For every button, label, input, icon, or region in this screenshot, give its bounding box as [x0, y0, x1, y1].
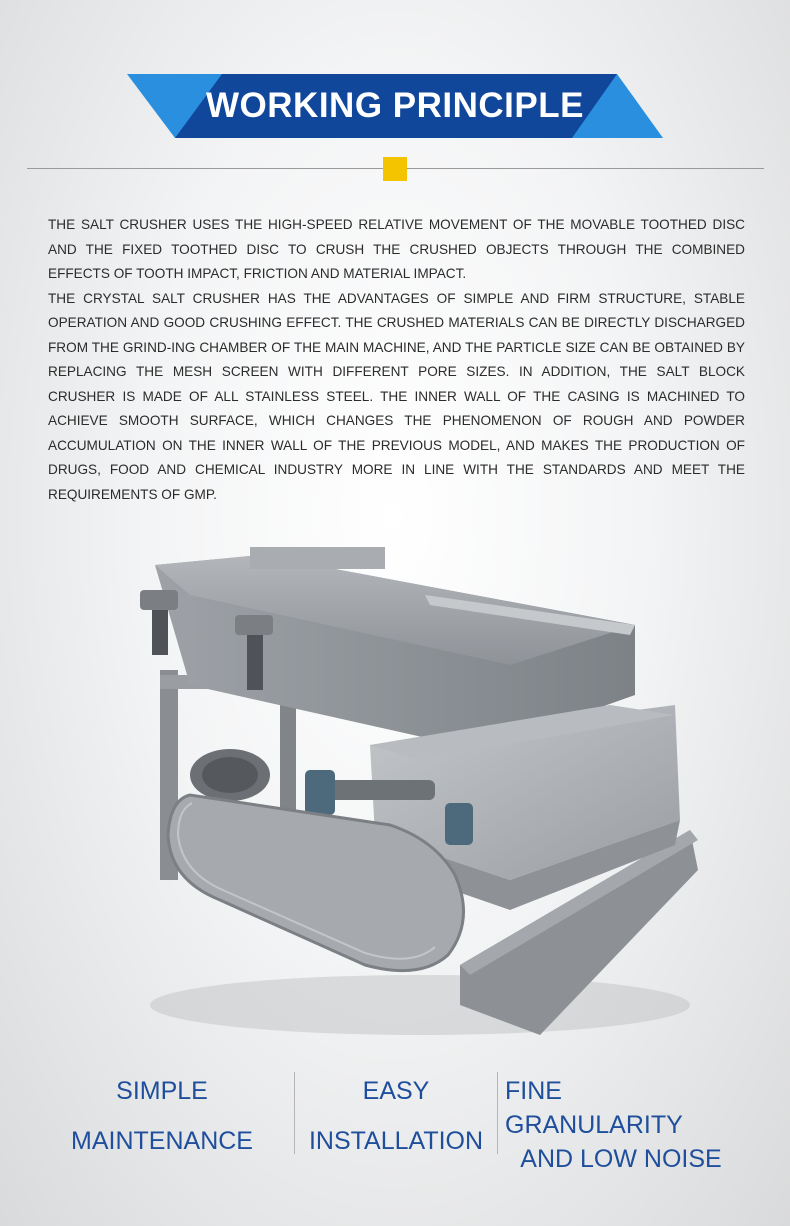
- product-image: [130, 535, 700, 1045]
- feature-item-installation: [300, 1074, 492, 1158]
- feature-item-maintenance: [62, 1074, 262, 1158]
- feature-divider: [294, 1072, 295, 1154]
- feature-line: AND LOW NOISE: [520, 1145, 722, 1173]
- description-paragraph-1: THE SALT CRUSHER USES THE HIGH-SPEED RELATIVE MOVEMENT OF THE MOVABLE TOOTHED DISC AND THE FIXED TOOTHED DISC TO CRUSH THE CRUSHED OBJECTS THROUGH THE COMBINED EFFECTS OF TOOTH IMPACT, FRICTION AND MATERIAL IMPACT.: [48, 217, 745, 281]
- feature-line: SIMPLE: [116, 1077, 208, 1105]
- section-title: WORKING PRINCIPLE: [206, 86, 584, 125]
- description-paragraph-2: THE CRYSTAL SALT CRUSHER HAS THE ADVANTAGES OF SIMPLE AND FIRM STRUCTURE, STABLE OPERATION AND GOOD CRUSHING EFFECT. THE CRUSHED MATERIALS CAN BE DIRECTLY DISCHARGED FROM THE GRIND-ING CHAMBER OF THE MAIN MACHINE, AND THE PARTICLE SIZE CAN BE OBTAINED BY REPLACING THE MESH SCREEN WITH DIFFERENT PORE SIZES. IN ADDITION, THE SALT BLOCK CRUSHER IS MADE OF ALL STAINLESS STEEL. THE INNER WALL OF THE CASING IS MACHINED TO ACHIEVE SMOOTH SURFACE, WHICH CHANGES THE PHENOMENON OF ROUGH AND POWDER ACCUMULATION ON THE INNER WALL OF THE PREVIOUS MODEL, AND MAKES THE PRODUCTION OF DRUGS, FOOD AND CHEMICAL INDUSTRY MORE IN LINE WITH THE STANDARDS AND MEET THE REQUIREMENTS OF GMP.: [48, 290, 745, 502]
- feature-divider: [497, 1072, 498, 1154]
- feature-list: [0, 1070, 790, 1173]
- description-text: [48, 213, 745, 507]
- feature-line: FINE GRANULARITY: [505, 1077, 683, 1139]
- feature-line: MAINTENANCE: [71, 1127, 253, 1155]
- section-header: [0, 0, 790, 200]
- feature-line: EASY: [362, 1077, 430, 1105]
- yellow-square-marker: [383, 157, 407, 181]
- crusher-machine-icon: [130, 535, 700, 1045]
- feature-line: INSTALLATION: [308, 1127, 484, 1155]
- feature-item-granularity: [505, 1074, 737, 1173]
